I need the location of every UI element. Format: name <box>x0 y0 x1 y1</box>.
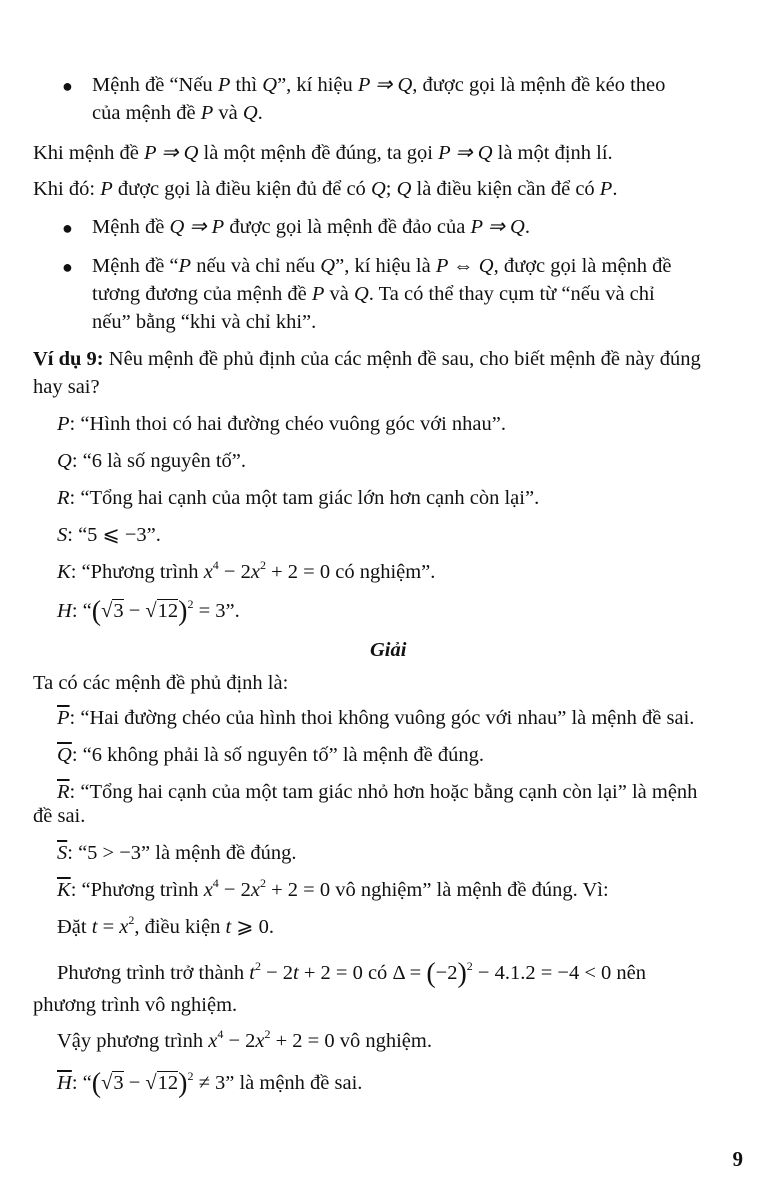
text-segment: ; <box>385 178 397 200</box>
text-segment: Khi mệnh đề <box>33 142 145 164</box>
text-segment: , được gọi là mệnh đề kéo theo <box>412 74 666 96</box>
statement-r: R: “Tổng hai cạnh của một tam giác lớn hơn cạnh còn lại”. <box>57 487 540 509</box>
text-segment: ”, kí hiệu <box>277 74 358 96</box>
math-symbol: P ⇒ Q <box>357 74 413 96</box>
math-symbol: Q <box>370 178 386 200</box>
text-segment: và <box>324 283 354 305</box>
negation-r: $\overline{R}$: “Tổng hai cạnh của một tam giác nhỏ hơn hoặc bằng cạnh còn lại” là mệnh <box>57 781 698 803</box>
example-label: Ví dụ 9: <box>33 348 104 370</box>
statement-q: Q: “6 là số nguyên tố”. <box>57 450 247 472</box>
statement-k: K: “Phương trình $x^4 - 2x^2 + 2 = 0$ có nghiệm”. <box>57 558 436 583</box>
text-segment: nếu và chỉ nếu <box>191 255 321 277</box>
math-symbol: P ⇒ Q <box>470 216 525 238</box>
negation-s: $\overline{S}$: “5 > −3” là mệnh đề đúng. <box>57 842 297 864</box>
quadratic-line-cont: phương trình vô nghiệm. <box>33 994 238 1016</box>
negation-q: $\overline{Q}$: “6 không phải là số nguyên tố” là mệnh đề đúng. <box>57 744 485 766</box>
bullet-3-line-3 <box>92 309 316 335</box>
text-segment: và <box>213 102 243 124</box>
text-segment: ”, kí hiệu là <box>335 255 436 277</box>
text-segment: , được gọi là mệnh đề <box>493 255 672 277</box>
bullet-1-line-1 <box>92 72 665 98</box>
quadratic-eq: $t^2 - 2t + 2 = 0$ <box>249 959 363 984</box>
paragraph-conditions <box>33 176 617 202</box>
bullet-marker: ● <box>62 218 73 238</box>
page-number: 9 <box>732 1147 743 1171</box>
equation-quartic: $x^4 - 2x^2 + 2 = 0$ <box>208 1027 335 1052</box>
math-symbol: P ⇒ Q <box>438 142 493 164</box>
text-segment: là một mệnh đề đúng, ta gọi <box>198 142 439 164</box>
statement-h: H: “$(√3 - √12)^2 = 3$”. <box>57 596 240 627</box>
bullet-1-line-2 <box>92 100 263 126</box>
conclusion-line: Vậy phương trình $x^4 - 2x^2 + 2 = 0$ vô nghiệm. <box>57 1027 432 1052</box>
equation-quartic: $x^4 - 2x^2 + 2 = 0$ <box>203 558 331 583</box>
text-segment: thì <box>230 74 263 96</box>
text-segment: Khi đó: <box>33 178 101 200</box>
negation-k: $\overline{K}$: “Phương trình $x^4 - 2x^2 + 2 = 0$ vô nghiệm” là mệnh đề đúng. Vì: <box>57 876 609 901</box>
math-symbol: Q <box>396 178 412 200</box>
negation-r-cont: đề sai. <box>33 805 86 827</box>
example-heading <box>33 346 701 372</box>
quadratic-line: Phương trình trở thành $t^2 - 2t + 2 = 0$ có $\Delta = (-2)^2 - 4.1.2 = -4 < 0$ nên <box>57 958 647 989</box>
text-segment: là điều kiện cần để có <box>411 178 600 200</box>
bullet-3-line-2 <box>92 281 655 307</box>
equation-quartic: $x^4 - 2x^2 + 2 = 0$ <box>203 876 331 901</box>
condition-eq: t ⩾ 0 <box>225 916 269 938</box>
math-symbol: P <box>311 283 325 305</box>
math-symbol: P <box>200 102 214 124</box>
text-segment: Mệnh đề <box>92 216 170 238</box>
substitution-eq: $t = x^2$ <box>91 913 135 938</box>
math-symbol: Q <box>353 283 369 305</box>
substitution-line: Đặt $t = x^2$, điều kiện t ⩾ 0. <box>57 913 274 938</box>
math-symbol: P ⇒ Q <box>144 142 199 164</box>
expression-sqrt: $(√3 - √12)^2$ <box>91 1068 194 1099</box>
text-segment: . Ta có thể thay cụm từ “nếu và chỉ <box>368 283 655 305</box>
bullet-3-line-1 <box>92 253 672 279</box>
text-segment: được gọi là mệnh đề đảo của <box>224 216 471 238</box>
text-segment: là một định lí. <box>492 142 613 164</box>
text-segment: của mệnh đề <box>92 102 201 124</box>
text-segment: . <box>257 102 263 124</box>
text-segment: tương đương của mệnh đề <box>92 283 312 305</box>
statement-p: P: “Hình thoi có hai đường chéo vuông góc với nhau”. <box>57 413 506 435</box>
text-segment: được gọi là điều kiện đủ để có <box>112 178 371 200</box>
bullet-marker: ● <box>62 257 73 277</box>
example-text: Nêu mệnh đề phủ định của các mệnh đề sau, cho biết mệnh đề này đúng <box>103 348 701 370</box>
math-symbol: Q <box>242 102 258 124</box>
negation-h: $\overline{H}$: “$(√3 - √12)^2 \ne 3$” là mệnh đề sai. <box>57 1068 363 1099</box>
solution-intro: Ta có các mệnh đề phủ định là: <box>33 672 289 694</box>
text-segment: . <box>612 178 618 200</box>
bullet-marker: ● <box>62 76 73 96</box>
math-symbol: P <box>217 74 231 96</box>
text-segment: Mệnh đề “ <box>92 255 179 277</box>
math-symbol: P <box>100 178 113 200</box>
math-symbol: P ⇔ Q <box>435 255 494 277</box>
negation-p: $\overline{P}$: “Hai đường chéo của hình thoi không vuông góc với nhau” là mệnh đề sai. <box>57 707 695 729</box>
expression-sqrt: $(√3 - √12)^2$ <box>91 596 194 627</box>
text-segment: . <box>524 216 530 238</box>
bullet-2-line-1 <box>92 214 530 240</box>
text-segment: Mệnh đề “Nếu <box>92 74 218 96</box>
math-symbol: Q <box>320 255 336 277</box>
math-symbol: P <box>599 178 613 200</box>
statement-s: S: “5 ⩽ −3”. <box>57 524 161 546</box>
solution-heading: Giải <box>370 639 407 661</box>
math-symbol: Q ⇒ P <box>169 216 225 238</box>
math-symbol: Q <box>262 74 278 96</box>
example-heading-cont: hay sai? <box>33 376 100 398</box>
paragraph-theorem <box>33 140 613 166</box>
text-segment: nếu” bằng “khi và chỉ khi”. <box>92 311 317 333</box>
discriminant-eq: $\Delta = (-2)^2 - 4.1.2 = -4 < 0$ <box>392 958 612 989</box>
math-symbol: P <box>178 255 192 277</box>
